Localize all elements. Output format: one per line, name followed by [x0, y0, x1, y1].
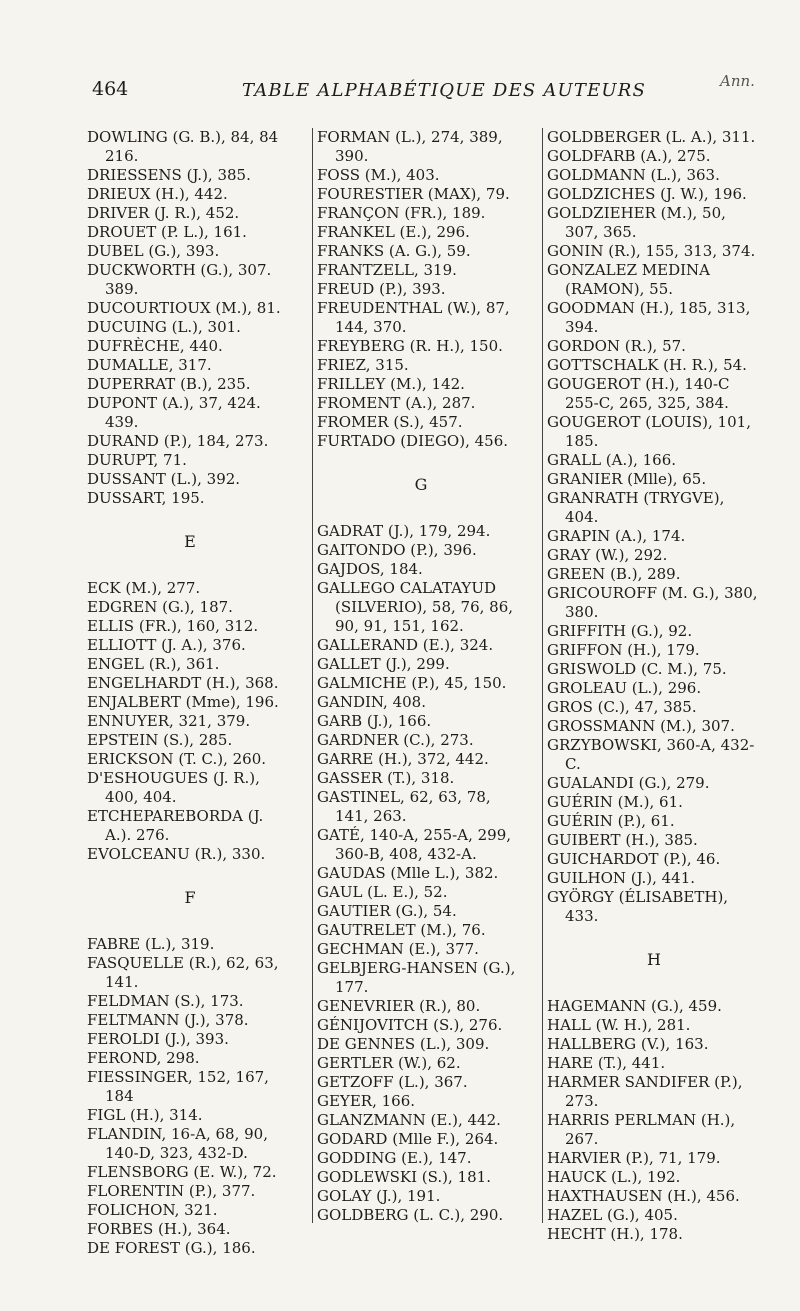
- index-entry: DUPERRAT (B.), 235.: [87, 375, 251, 393]
- index-entry: GAUL (L. E.), 52.: [317, 883, 448, 901]
- index-entry: GRAY (W.), 292.: [547, 546, 668, 564]
- index-entry: GUICHARDOT (P.), 46.: [547, 850, 721, 868]
- index-entry: FORMAN (L.), 274, 389, 390.: [317, 128, 503, 165]
- index-entry: GUILHON (J.), 441.: [547, 869, 696, 887]
- index-entry: ELLIOTT (J. A.), 376.: [87, 636, 246, 654]
- index-entry: GUIBERT (H.), 385.: [547, 831, 698, 849]
- index-entry: DUMALLE, 317.: [87, 356, 212, 374]
- index-entry: GOLDMANN (L.), 363.: [547, 166, 720, 184]
- index-entry: GONZALEZ MEDINA (RAMON), 55.: [547, 261, 710, 298]
- index-entry: ECK (M.), 277.: [87, 579, 201, 597]
- page-number: 464: [92, 78, 129, 100]
- index-entry: EDGREN (G.), 187.: [87, 598, 233, 616]
- index-entry: GRZYBOWSKI, 360-A, 432-C.: [547, 736, 755, 773]
- index-entry: FABRE (L.), 319.: [87, 935, 215, 953]
- index-entry: DURUPT, 71.: [87, 451, 187, 469]
- section-letter: H: [647, 950, 661, 969]
- index-entry: FRANKS (A. G.), 59.: [317, 242, 471, 260]
- index-entry: HARE (T.), 441.: [547, 1054, 666, 1072]
- index-entry: GODDING (E.), 147.: [317, 1149, 472, 1167]
- index-entry: GARDNER (C.), 273.: [317, 731, 474, 749]
- index-entry: FRIEZ, 315.: [317, 356, 409, 374]
- index-entry: FORBES (H.), 364.: [87, 1220, 231, 1238]
- index-entry: DROUET (P. L.), 161.: [87, 223, 247, 241]
- index-entry: GOLAY (J.), 191.: [317, 1187, 441, 1205]
- index-entry: GRIFFITH (G.), 92.: [547, 622, 693, 640]
- index-entry: GOLDBERG (L. C.), 290.: [317, 1206, 504, 1224]
- index-entry: DE GENNES (L.), 309.: [317, 1035, 490, 1053]
- index-entry: GUÉRIN (P.), 61.: [547, 812, 675, 830]
- index-entry: GÉNIJOVITCH (S.), 276.: [317, 1016, 503, 1034]
- header-annotation: Ann.: [720, 72, 755, 90]
- index-entry: DRIVER (J. R.), 452.: [87, 204, 240, 222]
- index-entry: FRANKEL (E.), 296.: [317, 223, 470, 241]
- index-entry: FLANDIN, 16-A, 68, 90, 140-D, 323, 432-D.: [87, 1125, 268, 1162]
- index-column-1: [87, 128, 293, 1257]
- section-letter: F: [184, 888, 196, 907]
- index-entry: GEYER, 166.: [317, 1092, 416, 1110]
- index-entry: HARMER SANDIFER (P.), 273.: [547, 1073, 743, 1110]
- index-entry: GRANIER (Mlle), 65.: [547, 470, 707, 488]
- index-entry: GARRE (H.), 372, 442.: [317, 750, 489, 768]
- index-entry: EPSTEIN (S.), 285.: [87, 731, 233, 749]
- index-entry: ENNUYER, 321, 379.: [87, 712, 251, 730]
- index-entry: DRIESSENS (J.), 385.: [87, 166, 251, 184]
- index-entry: FREUDENTHAL (W.), 87, 144, 370.: [317, 299, 510, 336]
- index-entry: FIESSINGER, 152, 167, 184: [87, 1068, 269, 1105]
- index-entry: GROS (C.), 47, 385.: [547, 698, 697, 716]
- index-entry: FELDMAN (S.), 173.: [87, 992, 244, 1010]
- index-entry: FRANTZELL, 319.: [317, 261, 457, 279]
- index-entry: GAITONDO (P.), 396.: [317, 541, 477, 559]
- index-entry: HARRIS PERLMAN (H.), 267.: [547, 1111, 736, 1148]
- index-entry: GALLERAND (E.), 324.: [317, 636, 494, 654]
- index-entry: ELLIS (FR.), 160, 312.: [87, 617, 259, 635]
- index-entry: DUBEL (G.), 393.: [87, 242, 220, 260]
- index-entry: FEROND, 298.: [87, 1049, 200, 1067]
- index-entry: GRALL (A.), 166.: [547, 451, 677, 469]
- index-entry: GOLDZIEHER (M.), 50, 307, 365.: [547, 204, 726, 241]
- page-title: TABLE ALPHABÉTIQUE DES AUTEURS: [242, 80, 647, 101]
- index-entry: FASQUELLE (R.), 62, 63, 141.: [87, 954, 279, 991]
- index-entry: HAZEL (G.), 405.: [547, 1206, 678, 1224]
- index-entry: DUCKWORTH (G.), 307. 389.: [87, 261, 272, 298]
- index-entry: GALLET (J.), 299.: [317, 655, 450, 673]
- index-entry: GREEN (B.), 289.: [547, 565, 681, 583]
- index-entry: FLORENTIN (P.), 377.: [87, 1182, 256, 1200]
- index-entry: FOURESTIER (MAX), 79.: [317, 185, 510, 203]
- index-entry: GOUGEROT (LOUIS), 101, 185.: [547, 413, 751, 450]
- index-entry: FEROLDI (J.), 393.: [87, 1030, 229, 1048]
- index-entry: FREYBERG (R. H.), 150.: [317, 337, 503, 355]
- index-entry: FRILLEY (M.), 142.: [317, 375, 465, 393]
- index-entry: FROMENT (A.), 287.: [317, 394, 476, 412]
- index-entry: GRIFFON (H.), 179.: [547, 641, 700, 659]
- index-entry: GASTINEL, 62, 63, 78, 141, 263.: [317, 788, 491, 825]
- index-entry: GAJDOS, 184.: [317, 560, 423, 578]
- index-entry: DE FOREST (G.), 186.: [87, 1239, 256, 1257]
- index-entry: GAUTIER (G.), 54.: [317, 902, 457, 920]
- index-entry: FROMER (S.), 457.: [317, 413, 463, 431]
- index-column-3: [542, 128, 761, 1243]
- index-entry: ENJALBERT (Mme), 196.: [87, 693, 279, 711]
- index-entry: GOODMAN (H.), 185, 313, 394.: [547, 299, 751, 336]
- index-entry: FOSS (M.), 403.: [317, 166, 440, 184]
- index-entry: FURTADO (DIEGO), 456.: [317, 432, 509, 450]
- index-entry: GOUGEROT (H.), 140-C 255-C, 265, 325, 384.: [547, 375, 730, 412]
- index-entry: GOLDBERGER (L. A.), 311.: [547, 128, 756, 146]
- index-entry: GADRAT (J.), 179, 294.: [317, 522, 491, 540]
- index-entry: GROLEAU (L.), 296.: [547, 679, 702, 697]
- index-entry: GELBJERG-HANSEN (G.), 177.: [317, 959, 516, 996]
- index-entry: DURAND (P.), 184, 273.: [87, 432, 269, 450]
- index-entry: GARB (J.), 166.: [317, 712, 432, 730]
- index-entry: ENGEL (R.), 361.: [87, 655, 220, 673]
- index-entry: GRISWOLD (C. M.), 75.: [547, 660, 727, 678]
- index-entry: GOLDFARB (A.), 275.: [547, 147, 711, 165]
- index-entry: GYÖRGY (ÉLISABETH), 433.: [547, 888, 729, 925]
- index-entry: ERICKSON (T. C.), 260.: [87, 750, 267, 768]
- index-entry: GORDON (R.), 57.: [547, 337, 686, 355]
- index-entry: GRANRATH (TRYGVE), 404.: [547, 489, 725, 526]
- index-entry: GRICOUROFF (M. G.), 380, 380.: [547, 584, 758, 621]
- index-entry: ENGELHARDT (H.), 368.: [87, 674, 279, 692]
- index-entry: EVOLCEANU (R.), 330.: [87, 845, 266, 863]
- index-entry: GUALANDI (G.), 279.: [547, 774, 710, 792]
- index-entry: GETZOFF (L.), 367.: [317, 1073, 468, 1091]
- index-entry: DRIEUX (H.), 442.: [87, 185, 228, 203]
- index-entry: GONIN (R.), 155, 313, 374.: [547, 242, 756, 260]
- index-entry: GANDIN, 408.: [317, 693, 426, 711]
- index-entry: HARVIER (P.), 71, 179.: [547, 1149, 721, 1167]
- index-entry: DUSSART, 195.: [87, 489, 205, 507]
- index-entry: DUCOURTIOUX (M.), 81.: [87, 299, 281, 317]
- page-header: [92, 72, 762, 108]
- index-entry: HALL (W. H.), 281.: [547, 1016, 691, 1034]
- index-entry: GODARD (Mlle F.), 264.: [317, 1130, 499, 1148]
- index-entry: GROSSMANN (M.), 307.: [547, 717, 735, 735]
- index-entry: FREUD (P.), 393.: [317, 280, 446, 298]
- index-entry: HALLBERG (V.), 163.: [547, 1035, 709, 1053]
- index-entry: D'ESHOUGUES (J. R.), 400, 404.: [87, 769, 260, 806]
- index-entry: DUPONT (A.), 37, 424. 439.: [87, 394, 261, 431]
- index-column-2: [312, 128, 525, 1223]
- index-entry: FOLICHON, 321.: [87, 1201, 218, 1219]
- index-entry: GUÉRIN (M.), 61.: [547, 793, 683, 811]
- section-letter: G: [414, 475, 428, 494]
- index-entry: HECHT (H.), 178.: [547, 1225, 683, 1243]
- index-entry: GASSER (T.), 318.: [317, 769, 455, 787]
- index-entry: GALLEGO CALATAYUD (SILVERIO), 58, 76, 86, 90, 91, 151, 162.: [317, 579, 514, 635]
- index-entry: GATÉ, 140-A, 255-A, 299, 360-B, 408, 432-A.: [317, 826, 512, 863]
- index-entry: GALMICHE (P.), 45, 150.: [317, 674, 507, 692]
- section-letter: E: [184, 532, 196, 551]
- index-entry: FELTMANN (J.), 378.: [87, 1011, 249, 1029]
- index-entry: DOWLING (G. B.), 84, 84 216.: [87, 128, 279, 165]
- index-entry: ETCHEPAREBORDA (J. A.). 276.: [87, 807, 264, 844]
- index-entry: GLANZMANN (E.), 442.: [317, 1111, 501, 1129]
- index-entry: GECHMAN (E.), 377.: [317, 940, 479, 958]
- index-entry: GOTTSCHALK (H. R.), 54.: [547, 356, 747, 374]
- index-entry: GENEVRIER (R.), 80.: [317, 997, 481, 1015]
- index-entry: HAUCK (L.), 192.: [547, 1168, 681, 1186]
- index-entry: DUSSANT (L.), 392.: [87, 470, 241, 488]
- index-entry: GODLEWSKI (S.), 181.: [317, 1168, 491, 1186]
- index-entry: FRANÇON (FR.), 189.: [317, 204, 486, 222]
- index-entry: HAGEMANN (G.), 459.: [547, 997, 722, 1015]
- index-entry: GOLDZICHES (J. W.), 196.: [547, 185, 747, 203]
- index-entry: GRAPIN (A.), 174.: [547, 527, 686, 545]
- index-entry: DUFRÈCHE, 440.: [87, 337, 223, 355]
- index-entry: GERTLER (W.), 62.: [317, 1054, 461, 1072]
- index-entry: FIGL (H.), 314.: [87, 1106, 203, 1124]
- index-entry: FLENSBORG (E. W.), 72.: [87, 1163, 277, 1181]
- index-entry: GAUTRELET (M.), 76.: [317, 921, 486, 939]
- index-entry: HAXTHAUSEN (H.), 456.: [547, 1187, 740, 1205]
- index-entry: GAUDAS (Mlle L.), 382.: [317, 864, 499, 882]
- index-entry: DUCUING (L.), 301.: [87, 318, 241, 336]
